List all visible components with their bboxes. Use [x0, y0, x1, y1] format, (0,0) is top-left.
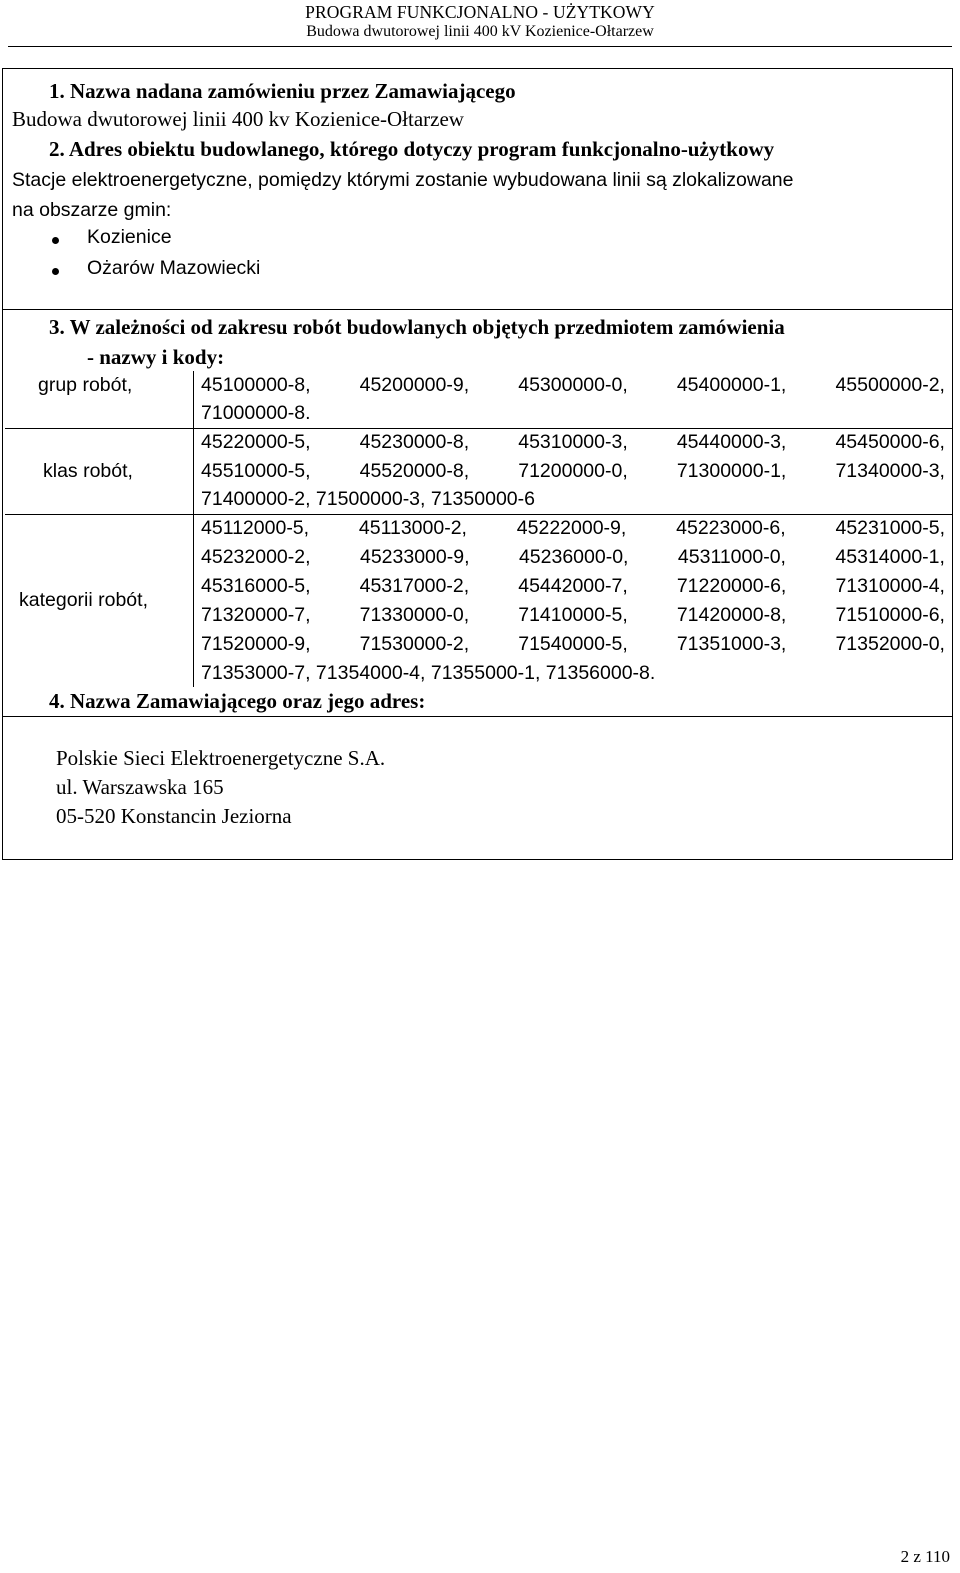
- codes-line: [201, 460, 945, 483]
- codes-line: [201, 575, 945, 598]
- section-4-title: 4. Nazwa Zamawiającego oraz jego adres:: [49, 689, 426, 713]
- code: 71420000-8,: [676, 604, 787, 626]
- code: 71352000-0,: [835, 633, 945, 655]
- codes-line: [201, 662, 945, 685]
- bullet-icon: [52, 268, 59, 275]
- address-street: ul. Warszawska 165: [56, 775, 224, 799]
- codes-line: [201, 546, 945, 569]
- row-label-klas: klas robót,: [43, 460, 133, 482]
- codes-column-divider: [193, 371, 194, 687]
- section-3-title-line-1: 3. W zależności od zakresu robót budowlanych objętych przedmiotem zamówienia: [49, 315, 785, 339]
- code: 71410000-5,: [518, 604, 628, 626]
- code: 45450000-6,: [835, 431, 945, 453]
- code: 45222000-9,: [516, 517, 627, 539]
- code: 45233000-9,: [359, 546, 470, 568]
- section-divider: [3, 309, 952, 310]
- list-item-kozienice: Kozienice: [87, 226, 172, 248]
- code: 71330000-0,: [359, 604, 470, 626]
- code: 71300000-1,: [676, 460, 787, 482]
- code: 71540000-5,: [518, 633, 628, 655]
- document-type-heading: PROGRAM FUNKCJONALNO - UŻYTKOWY: [305, 2, 655, 22]
- code: 45314000-1,: [835, 546, 945, 568]
- section-2-title: 2. Adres obiektu budowlanego, którego dotyczy program funkcjonalno-użytkowy: [49, 137, 775, 161]
- codes-line: [201, 431, 945, 454]
- code: 71520000-9,: [201, 633, 311, 655]
- code: 45310000-3,: [518, 431, 628, 453]
- document-table: [2, 68, 953, 860]
- section-2-text-line-2: na obszarze gmin:: [12, 199, 172, 221]
- section-1-title: 1. Nazwa nadana zamówieniu przez Zamawiającego: [49, 79, 516, 103]
- code: 45223000-6,: [676, 517, 786, 539]
- code: 45300000-0,: [518, 374, 628, 396]
- section-divider: [3, 716, 952, 717]
- code: 71310000-4,: [835, 575, 945, 597]
- code: 45317000-2,: [359, 575, 470, 597]
- code: 71220000-6,: [676, 575, 787, 597]
- header-rule: [8, 46, 952, 47]
- codes-line: [201, 517, 945, 540]
- document-project-heading: Budowa dwutorowej linii 400 kV Kozienice-Ołtarzew: [306, 23, 654, 40]
- bullet-icon: [52, 237, 59, 244]
- address-company: Polskie Sieci Elektroenergetyczne S.A.: [56, 746, 386, 770]
- code: 71351000-3,: [676, 633, 787, 655]
- code: 45112000-5,: [201, 517, 310, 539]
- code: 45113000-2,: [358, 517, 467, 539]
- code: 71000000-8.: [201, 402, 311, 424]
- code: 45200000-9,: [359, 374, 470, 396]
- row-label-kategorii: kategorii robót,: [19, 589, 148, 611]
- code: 45232000-2,: [201, 546, 311, 568]
- code: 45442000-7,: [518, 575, 628, 597]
- code: 45316000-5,: [201, 575, 311, 597]
- code: 71320000-7,: [201, 604, 311, 626]
- code: 45400000-1,: [676, 374, 787, 396]
- codes-table: [5, 371, 952, 687]
- section-1-text: Budowa dwutorowej linii 400 kv Kozienice-Ołtarzew: [12, 107, 464, 131]
- code: 71400000-2, 71500000-3, 71350000-6: [201, 488, 535, 510]
- codes-line: [201, 374, 945, 397]
- list-item-ozarow: Ożarów Mazowiecki: [87, 257, 261, 279]
- code: 71530000-2,: [359, 633, 470, 655]
- address-city: 05-520 Konstancin Jeziorna: [56, 804, 292, 828]
- row-divider: [5, 514, 952, 515]
- code: 45510000-5,: [201, 460, 311, 482]
- row-divider: [5, 428, 952, 429]
- code: 45230000-8,: [359, 431, 470, 453]
- code: 45500000-2,: [835, 374, 945, 396]
- code: 71200000-0,: [518, 460, 628, 482]
- code: 71510000-6,: [835, 604, 945, 626]
- page-number: 2 z 110: [900, 1547, 950, 1566]
- section-3-title-line-2: - nazwy i kody:: [87, 345, 225, 369]
- codes-line: [201, 604, 945, 627]
- codes-line: [201, 488, 945, 511]
- codes-line: [201, 402, 945, 425]
- code: 45236000-0,: [518, 546, 629, 568]
- code: 45220000-5,: [201, 431, 311, 453]
- code: 71340000-3,: [835, 460, 945, 482]
- code: 45520000-8,: [359, 460, 470, 482]
- code: 71353000-7, 71354000-4, 71355000-1, 71356000-8.: [201, 662, 656, 684]
- codes-line: [201, 633, 945, 656]
- section-2-text-line-1: Stacje elektroenergetyczne, pomiędzy którymi zostanie wybudowana linii są zlokalizowane: [12, 169, 794, 191]
- code: 45440000-3,: [676, 431, 787, 453]
- code: 45311000-0,: [677, 546, 786, 568]
- code: 45100000-8,: [201, 374, 311, 396]
- code: 45231000-5,: [835, 517, 945, 539]
- row-label-grup: grup robót,: [38, 374, 133, 396]
